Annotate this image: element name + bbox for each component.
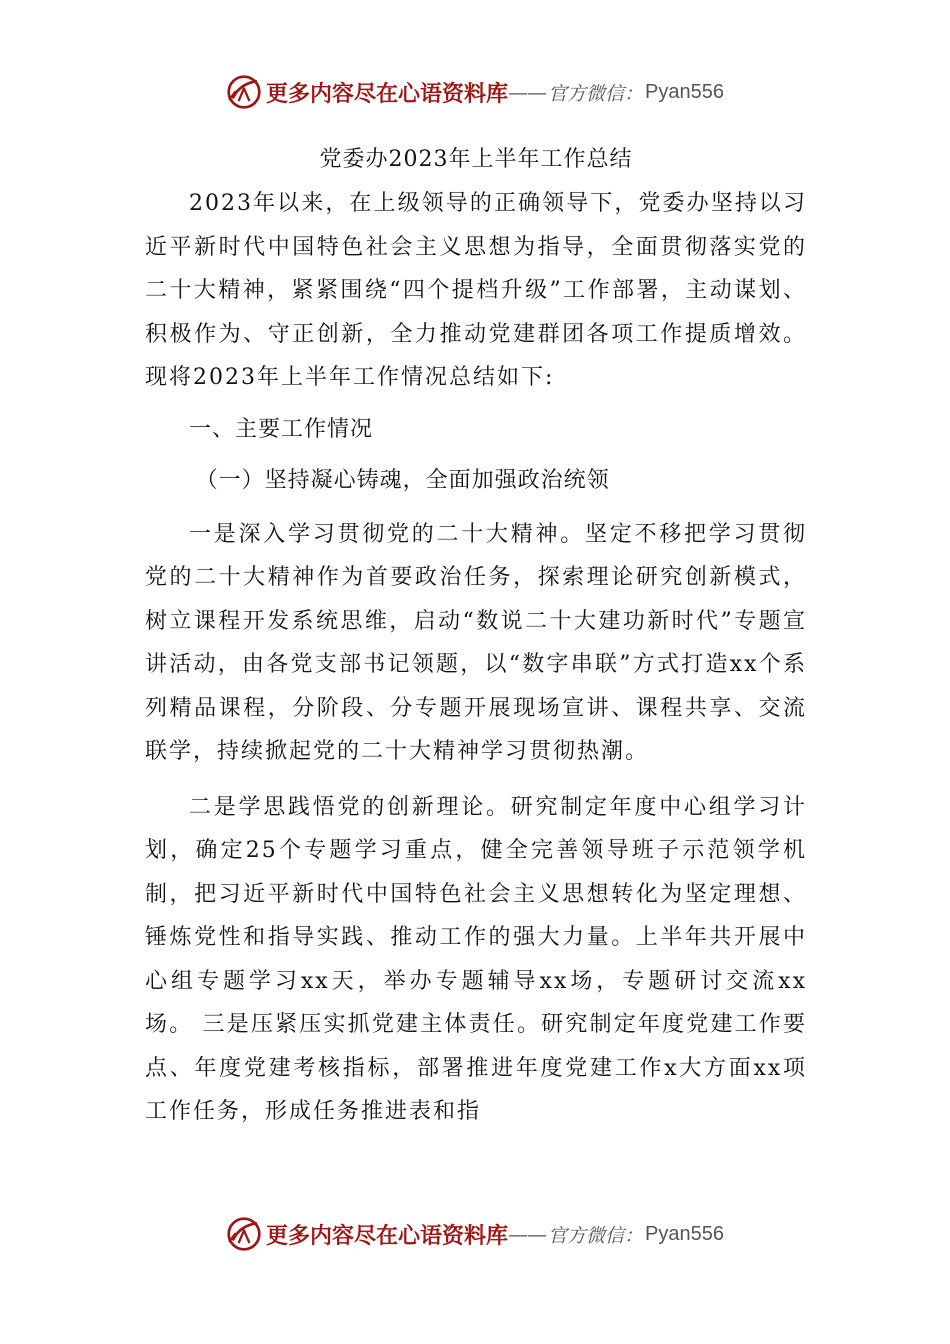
document-body bbox=[145, 138, 807, 1134]
footer-banner bbox=[0, 1212, 950, 1256]
banner-separator: —— bbox=[508, 80, 547, 104]
subsection-heading: （一）坚持凝心铸魂，全面加强政治统领 bbox=[195, 468, 610, 493]
banner-wechat-label: 官方微信： bbox=[548, 82, 644, 105]
section-heading: 一、主要工作情况 bbox=[189, 416, 374, 442]
brand-logo-icon bbox=[226, 74, 262, 110]
document-title: 党委办2023年上半年工作总结 bbox=[319, 147, 633, 172]
banner-separator: —— bbox=[508, 1222, 547, 1246]
banner-wechat-id: Pyan556 bbox=[645, 1222, 724, 1245]
intro-paragraph: 2023年以来，在上级领导的正确领导下，党委办坚持以习近平新时代中国特色社会主义思想为指导，全面贯彻落实党的二十大精神，紧紧围绕“四个提档升级”工作部署，主动谋划、积极作为、守正创新，全力推动党建群团各项工作提质增效。现将2023年上半年工作情况总结如下: bbox=[145, 191, 807, 390]
banner-main-text: 更多内容尽在心语资料库 bbox=[266, 1222, 509, 1249]
body-paragraph-1: 一是深入学习贯彻党的二十大精神。坚定不移把学习贯彻党的二十大精神作为首要政治任务，探索理论研究创新模式，树立课程开发系统思维，启动“数说二十大建功新时代”专题宣讲活动，由各党支部书记领题，以“数字串联”方式打造xx个系列精品课程，分阶段、分专题开展现场宣讲、课程共享、交流联学，持续掀起党的二十大精神学习贯彻热潮。 bbox=[145, 521, 807, 764]
banner-wechat-label: 官方微信： bbox=[548, 1224, 644, 1247]
banner-wechat-id: Pyan556 bbox=[645, 80, 724, 103]
header-banner bbox=[0, 70, 950, 114]
body-paragraph-2: 二是学思践悟党的创新理论。研究制定年度中心组学习计划，确定25个专题学习重点，健全完善领导班子示范领学机制，把习近平新时代中国特色社会主义思想转化为坚定理想、锤炼党性和指导实践、推动工作的强大力量。上半年共开展中心组专题学习xx天，举办专题辅导xx场，专题研讨交流xx场。 三是压紧压实抓党建主体责任。研究制定年度党建工作要点、年度党建考核指标，部署推进年度党建工作x大方面xx项工作任务，形成任务推进表和指 bbox=[145, 794, 807, 1124]
brand-logo-icon bbox=[226, 1216, 262, 1252]
banner-main-text: 更多内容尽在心语资料库 bbox=[266, 80, 509, 107]
